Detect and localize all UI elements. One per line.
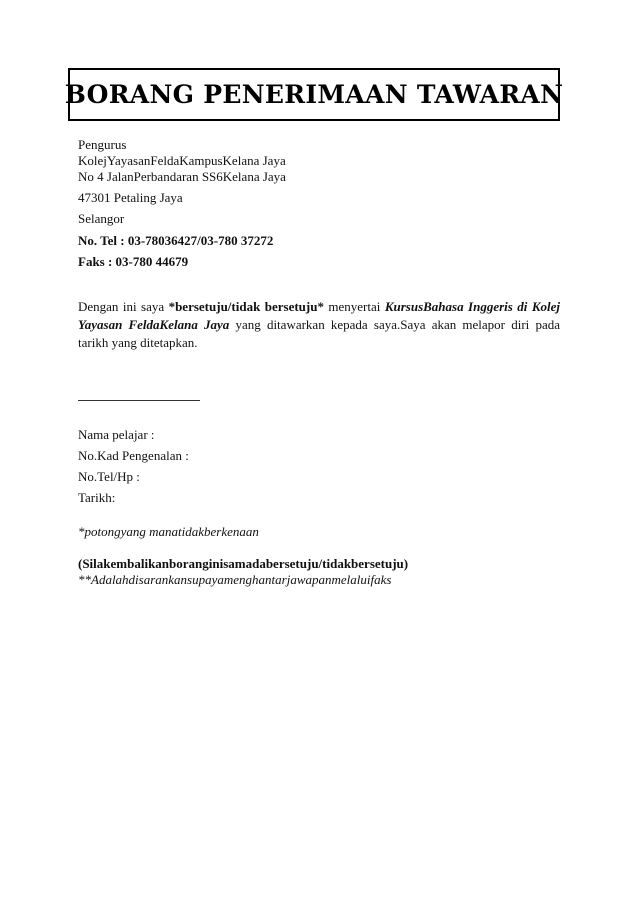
paragraph-text-2: menyertai	[323, 299, 385, 314]
note-strike: *potongyang manatidakberkenaan	[78, 524, 259, 539]
title-box	[64, 68, 564, 121]
field-date: Tarikh:	[78, 490, 116, 505]
contact-tel: No. Tel : 03-78036427/03-780 37272	[78, 233, 274, 248]
signature-line	[78, 400, 200, 401]
form-title: BORANG PENERIMAAN TAWARAN	[64, 80, 564, 109]
acceptance-paragraph	[78, 298, 560, 352]
field-student-name: Nama pelajar :	[78, 427, 155, 442]
address-state: Selangor	[78, 211, 125, 226]
field-ic-number: No.Kad Pengenalan :	[78, 448, 189, 463]
address-institution: KolejYayasanFeldaKampusKelana Jaya	[78, 153, 286, 168]
field-phone: No.Tel/Hp :	[78, 469, 140, 484]
paragraph-choice: *bersetuju/tidak bersetuju*	[168, 299, 324, 314]
note-return: (Silakembalikanboranginisamadabersetuju/tidakbersetuju)	[78, 556, 409, 571]
paragraph-text-1: Dengan ini saya	[78, 299, 169, 314]
paragraph-course: KursusBahasa Inggeris di Kolej Yayasan FeldaKelana Jaya	[78, 299, 560, 332]
paragraph-text-3: yang ditawarkan kepada saya.Saya akan melapor diri pada tarikh yang ditetapkan.	[78, 317, 560, 350]
contact-fax: Faks : 03-780 44679	[78, 254, 189, 269]
address-postcode-city: 47301 Petaling Jaya	[78, 190, 183, 205]
address-recipient: Pengurus	[78, 137, 127, 152]
address-street: No 4 JalanPerbandaran SS6Kelana Jaya	[78, 169, 286, 184]
note-fax-advice: **Adalahdisarankansupayamenghantarjawapanmelaluifaks	[78, 572, 392, 587]
